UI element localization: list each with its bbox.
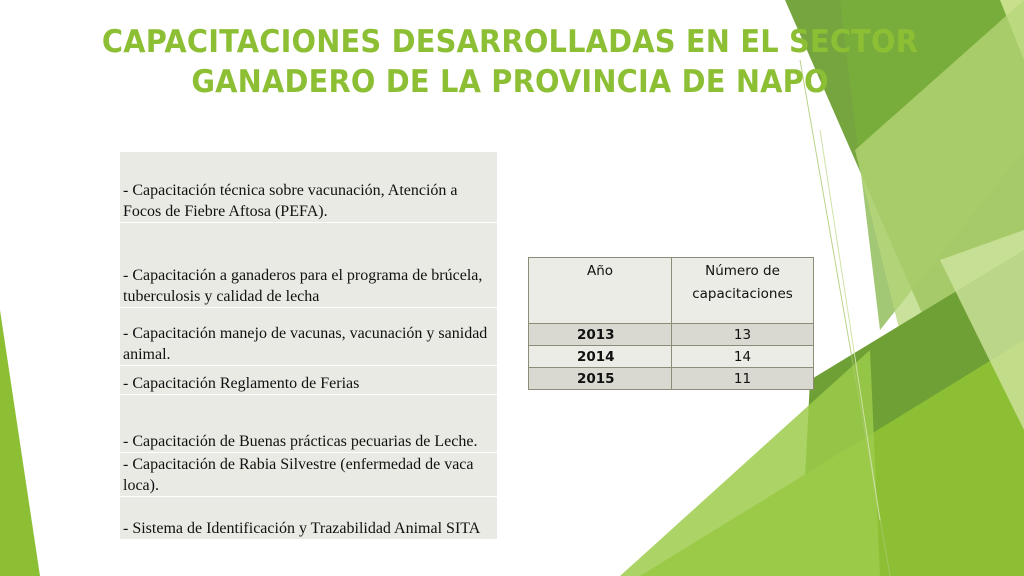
count-cell: 11 <box>672 368 814 390</box>
table-row <box>529 368 814 390</box>
table-row <box>120 497 497 540</box>
count-cell: 13 <box>672 324 814 346</box>
table-header-row <box>529 258 814 324</box>
table-row <box>120 152 497 223</box>
header-count: Número de capacitaciones <box>672 258 814 324</box>
training-item: - Capacitación de Rabia Silvestre (enfermedad de vaca loca). <box>120 453 497 497</box>
training-item: - Capacitación manejo de vacunas, vacunación y sanidad animal. <box>120 308 497 366</box>
table-row <box>529 324 814 346</box>
header-year: Año <box>529 258 672 324</box>
training-item: - Capacitación Reglamento de Ferias <box>120 366 497 395</box>
count-cell: 14 <box>672 346 814 368</box>
table-row <box>120 366 497 395</box>
training-item: - Capacitación de Buenas prácticas pecuarias de Leche. <box>120 395 497 453</box>
slide-title: CAPACITACIONES DESARROLLADAS EN EL SECTOR GANADERO DE LA PROVINCIA DE NAPO <box>101 24 919 101</box>
year-cell: 2013 <box>529 324 672 346</box>
training-list-table <box>120 152 497 540</box>
trainings-per-year-table <box>528 257 814 390</box>
table-row <box>120 395 497 453</box>
year-cell: 2014 <box>529 346 672 368</box>
table-row <box>120 223 497 308</box>
training-item: - Capacitación a ganaderos para el programa de brúcela, tuberculosis y calidad de lecha <box>120 223 497 308</box>
year-cell: 2015 <box>529 368 672 390</box>
table-row <box>529 346 814 368</box>
training-item: - Sistema de Identificación y Trazabilidad Animal SITA <box>120 497 497 540</box>
table-row <box>120 308 497 366</box>
table-row <box>120 453 497 497</box>
training-item: - Capacitación técnica sobre vacunación, Atención a Focos de Fiebre Aftosa (PEFA). <box>120 152 497 223</box>
